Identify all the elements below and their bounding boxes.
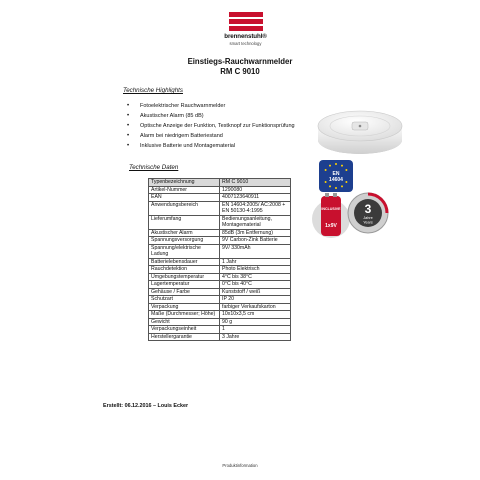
incl-badge-line2: 1x9V (325, 223, 337, 229)
table-row (149, 186, 291, 194)
table-value: 85dB (3m Entfernung) (220, 229, 291, 237)
warranty-number: 3 (364, 202, 372, 216)
table-key: Anwendungsbereich (149, 201, 220, 215)
table-key: Akustischer Alarm (149, 229, 220, 237)
logo-bars (221, 12, 270, 31)
table-row (149, 318, 291, 326)
table-value: 1 (220, 326, 291, 334)
title-line-1: Einstiegs-Rauchwarnmelder (187, 57, 293, 66)
table-value: 4007123640911 (220, 194, 291, 202)
table-row (149, 179, 291, 187)
table-row (149, 326, 291, 334)
table-value: 0°C bis 40°C (220, 281, 291, 289)
tech-data-table (148, 178, 291, 341)
list-item: • Alarm bei niedrigem Batteriestand (123, 131, 295, 141)
document-title (0, 57, 480, 77)
created-info: Erstellt: 06.12.2016 – Louis Ecker (103, 403, 189, 409)
table-key: Gewicht (149, 318, 220, 326)
logo-tagline: smart technology (229, 41, 262, 46)
list-item: • Inklusive Batterie und Montagematerial (123, 141, 295, 151)
incl-badge-line1: INCLUSIVE (321, 207, 341, 211)
table-row (149, 194, 291, 202)
logo-bar (229, 19, 263, 24)
list-item: • Fotoelektrischer Rauchwarnmelder (123, 101, 295, 111)
table-key: Artikel-Nummer (149, 186, 220, 194)
table-value: 9V Carbon-Zink Batterie (220, 237, 291, 245)
table-key: EAN (149, 194, 220, 202)
page-footer: Produktinformation (222, 463, 258, 468)
table-row (149, 201, 291, 215)
table-row (149, 258, 291, 266)
table-value: 9V/ 330mAh (220, 244, 291, 258)
table-key: Verpackungseinheit (149, 326, 220, 334)
title-line-2: RM C 9010 (220, 67, 260, 76)
data-heading: Technische Daten (129, 164, 179, 171)
table-value: 3 Jahre (220, 333, 291, 341)
eu-badge-line2: 14604 (329, 177, 343, 183)
smoke-detector-image (314, 96, 406, 158)
table-key: Verpackung (149, 303, 220, 311)
table-value: 1290080 (220, 186, 291, 194)
logo-bar (229, 12, 263, 17)
table-row (149, 333, 291, 341)
table-value: RM C 9010 (220, 179, 291, 187)
table-key: Spannungsversorgung (149, 237, 220, 245)
table-key: Spannung/elektrische Ladung (149, 244, 220, 258)
table-row (149, 237, 291, 245)
table-row (149, 215, 291, 229)
table-key: Typenbezeichnung (149, 179, 220, 187)
table-value: EN 14604:2005/ AC:2008 + EN 50130-4:1995 (220, 201, 291, 215)
table-key: Schutzart (149, 296, 220, 304)
list-item: • Akustischer Alarm (85 dB) (123, 111, 295, 121)
highlights-list (123, 101, 295, 151)
table-row (149, 266, 291, 274)
table-value: Bedienungsanleitung, Montagematerial (220, 215, 291, 229)
table-key: Rauchdetektion (149, 266, 220, 274)
table-key: Lagertemperatur (149, 281, 220, 289)
logo-wordmark: brennenstuhl® (224, 33, 267, 40)
table-key: Umgebungstemperatur (149, 273, 220, 281)
table-value: farbiger Verkaufskarton (220, 303, 291, 311)
table-row (149, 311, 291, 319)
table-key: Herstellergarantie (149, 333, 220, 341)
list-item: • Optische Anzeige der Funktion, Testknopf zur Funktionsprüfung (123, 121, 295, 131)
table-value: IP 20 (220, 296, 291, 304)
eu-standard-badge (319, 160, 353, 192)
brand-logo (221, 12, 270, 46)
table-value: Kunststoff / weiß (220, 288, 291, 296)
table-value: 10x10x3,5 cm (220, 311, 291, 319)
table-key: Gehäuse / Farbe (149, 288, 220, 296)
table-key: Maße (Durchmesser; Höhe) (149, 311, 220, 319)
table-key: Batterielebensdauer (149, 258, 220, 266)
warranty-badge (346, 191, 390, 235)
table-value: 90 g (220, 318, 291, 326)
table-row (149, 303, 291, 311)
eu-badge-line1: EN (332, 171, 340, 177)
table-row (149, 296, 291, 304)
table-value: Photo Elektrisch (220, 266, 291, 274)
logo-bar (229, 26, 263, 31)
table-value: 4°C bis 38°C (220, 273, 291, 281)
warranty-line1: Jahre (363, 216, 373, 220)
highlights-heading: Technische Highlights (123, 87, 183, 94)
warranty-line2: Years (363, 220, 373, 225)
table-row (149, 244, 291, 258)
table-row (149, 229, 291, 237)
table-value: 1 Jahr (220, 258, 291, 266)
table-row (149, 288, 291, 296)
table-row (149, 281, 291, 289)
table-key: Lieferumfang (149, 215, 220, 229)
table-row (149, 273, 291, 281)
